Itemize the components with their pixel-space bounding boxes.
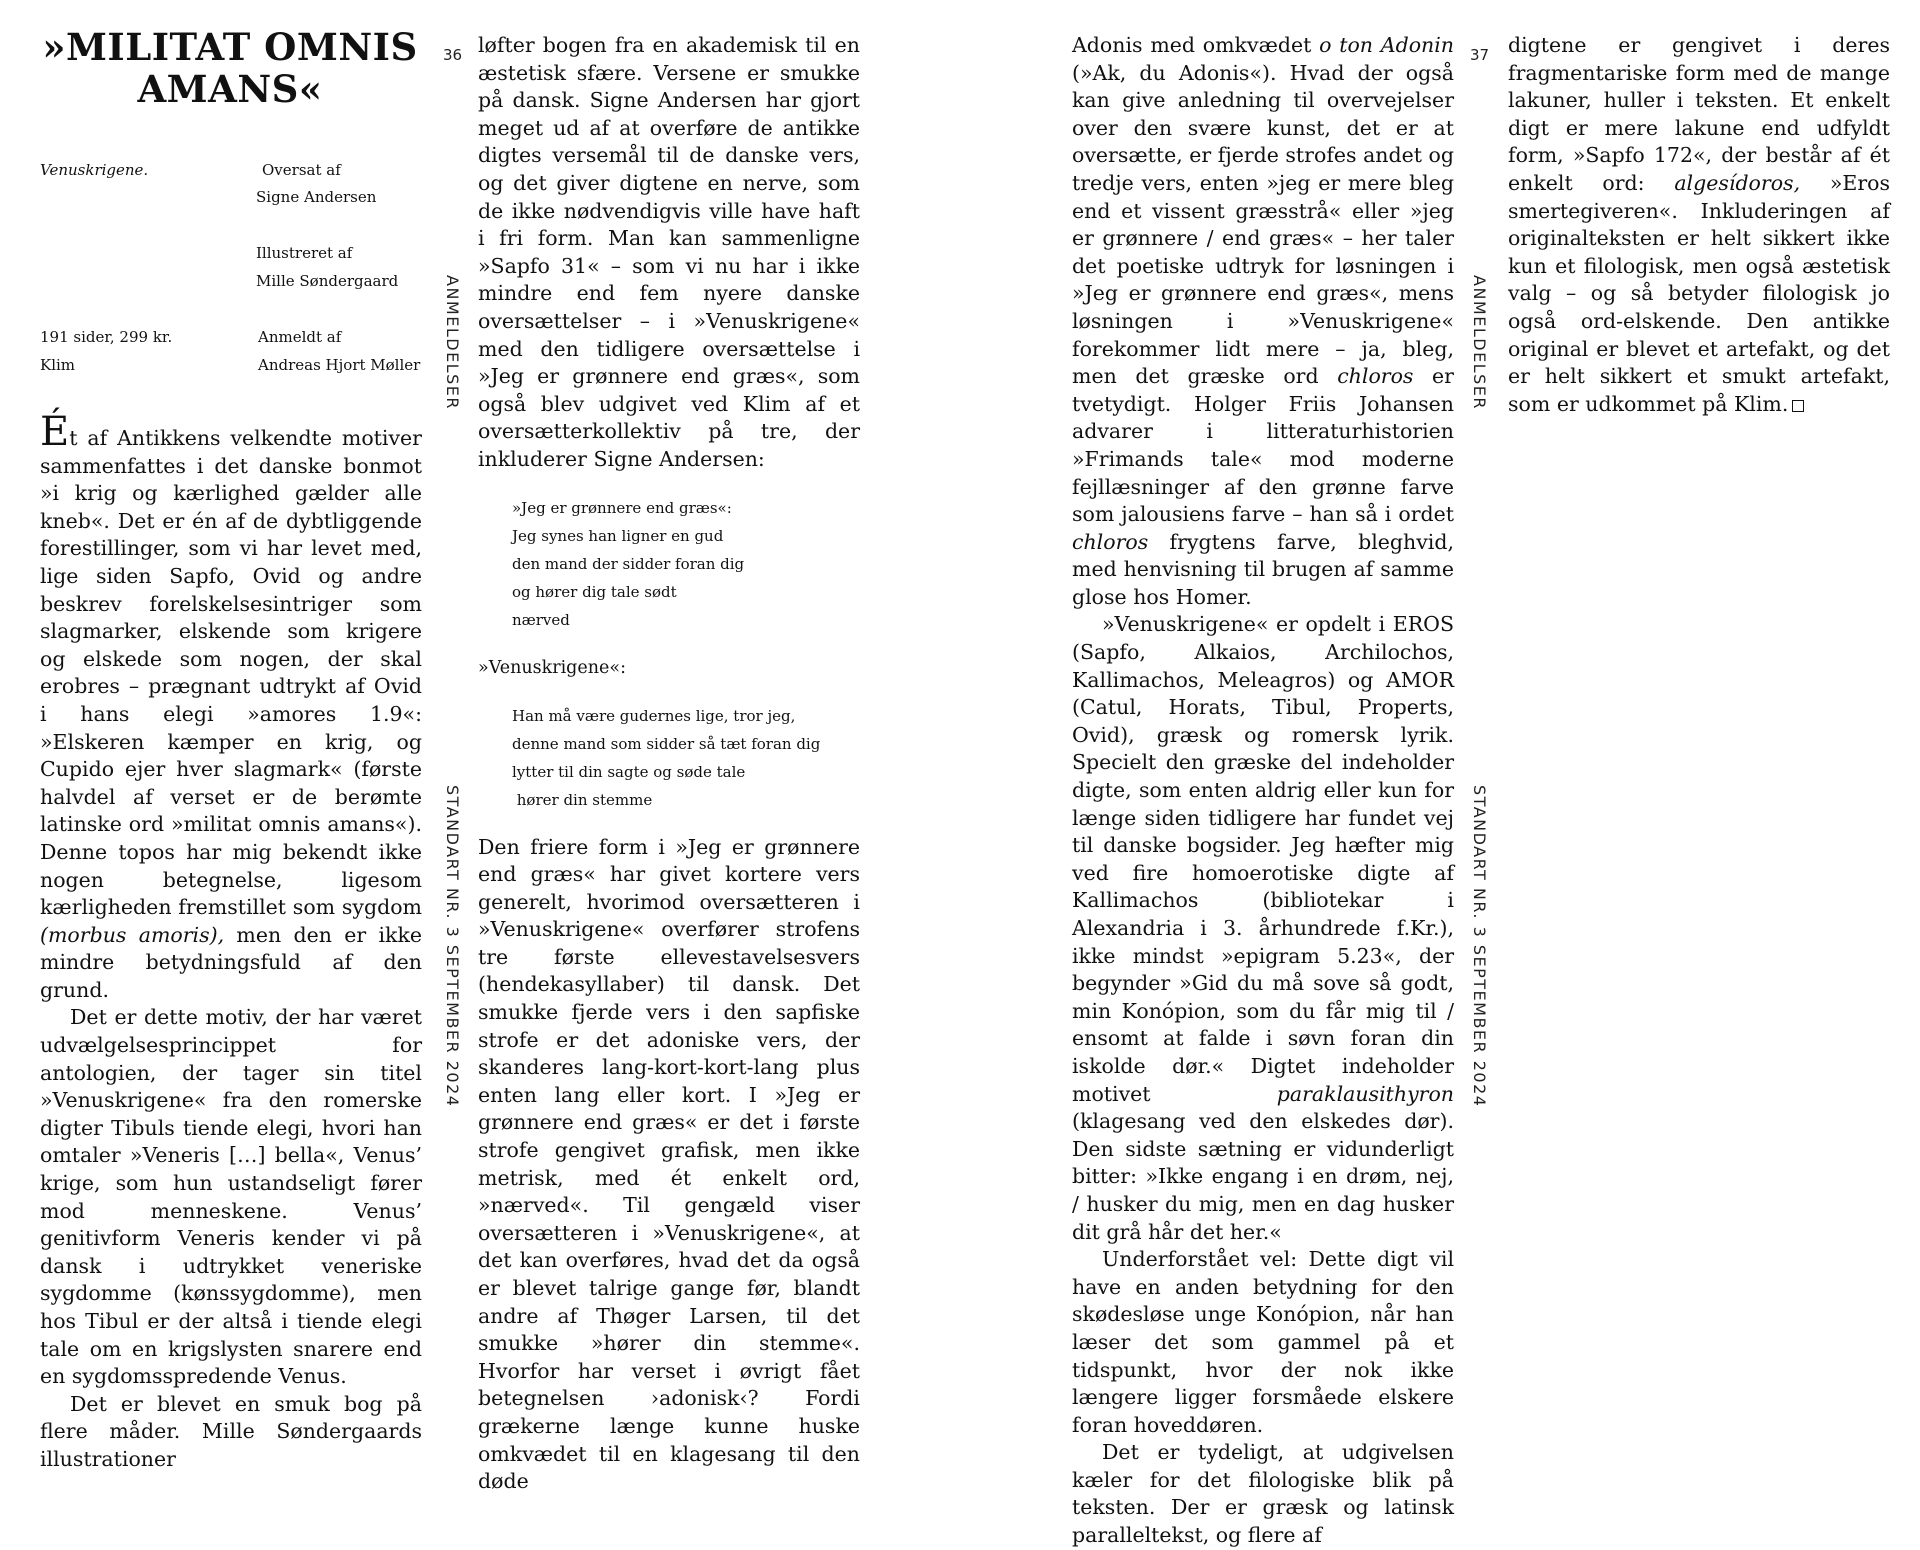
right-page <box>960 0 1920 1548</box>
publisher: Klim <box>40 356 76 374</box>
column-1 <box>40 409 422 1474</box>
paragraph: digtene er gengivet i deres fragmentariske form med de mange lakuner, huller i teksten. Et enkelt digt er mere lakune end udfyldt form, »Sapfo 172«, der består af ét enkelt ord: algesídoros, »Eros smertegiveren«. Inkluderingen af originalteksten er helt sikkert ikke kun et filologisk, men også æstetisk valg – og så betyder filologisk jo også ord-elskende. Den antikke original er blevet et artefakt, og det er helt sikkert et smukt artefakt, som er udkommet på Klim. <box>1508 33 1890 416</box>
poem-line: den mand der sidder foran dig <box>512 554 745 573</box>
poem-line: Jeg synes han ligner en gud <box>512 526 724 545</box>
column-2 <box>478 32 860 1496</box>
paragraph: Det er blevet en smuk bog på flere måder. Mille Søndergaards illustrationer <box>40 1391 422 1471</box>
poem-line: lytter til din sagte og søde tale <box>512 762 746 781</box>
book-title: Venuskrigene. <box>40 161 149 179</box>
poem-excerpt-2 <box>478 702 860 814</box>
paragraph: Adonis med omkvædet o ton Adonin (»Ak, du Adonis«). Hvad der også kan give anledning til overvejelser over den svære kunst, det er at oversætte, er fjerde strofes andet og tredje vers, enten »jeg er mere bleg end et vissent græsstrå« eller »jeg er grønnere / end græs« – her taler det poetiske udtryk for løsningen i »Jeg er grønnere end græs«, mens løsningen i »Venuskrigene« forekommer lidt mere – ja, bleg, men det græske ord chloros er tvetydigt. Holger Friis Johansen advarer i litteraturhistorien »Frimands tale« mod moderne fejllæsninger af den grønne farve som jalousiens farve – han så i ordet chloros frygtens farve, bleghvid, med henvisning til brugen af samme glose hos Homer. <box>1072 33 1455 609</box>
illustrator: Mille Søndergaard <box>256 272 399 290</box>
column-4 <box>1508 32 1890 418</box>
column-3 <box>1072 32 1454 1550</box>
paragraph: Den friere form i »Jeg er grønnere end græs« har givet kortere vers generelt, hvorimod oversætteren i »Venuskrigene« overfører strofens tre første ellevestavelsesvers (hendekasyllaber) til dansk. Det smukke fjerde vers i den sapfiske strofe er det adoniske vers, der skanderes lang-kort-kort-lang plus enten lang eller kort. I »Jeg er grønnere end græs« er det i første strofe gengivet grafisk, men ikke metrisk, med ét enkelt ord, »nærved«. Til gengæld viser oversætteren i »Venuskrigene«, at det kan overføres, hvad det da også er blevet talrige gange før, blandt andre af Thøger Larsen, til det smukke »hører din stemme«. Hvorfor har verset i øvrigt fået betegnelsen ›adonisk‹? Fordi grækerne længe kunne huske omkvædet til en klagesang til den døde <box>478 834 860 1494</box>
poem-line: nærved <box>512 610 570 629</box>
page-number: 37 <box>1470 46 1490 64</box>
paragraph: Det er tydeligt, at udgivelsen kæler for det filologiske blik på teksten. Der er græsk og latinsk paralleltekst, og flere af <box>1072 1440 1454 1548</box>
section-label: ANMELDELSER <box>443 275 462 410</box>
reviewed-label: Anmeldt af <box>258 328 342 346</box>
translated-label: Oversat af <box>262 161 341 179</box>
left-page <box>0 0 960 1494</box>
illustrated-label: Illustreret af <box>256 244 353 262</box>
section-label: ANMELDELSER <box>1470 275 1489 410</box>
poem-line: Han må være gudernes lige, tror jeg, <box>512 706 796 725</box>
poem-excerpt-1 <box>478 494 860 634</box>
article-title: »MILITAT OMNIS AMANS« <box>42 25 418 111</box>
reviewer: Andreas Hjort Møller <box>258 356 421 374</box>
end-of-article-mark <box>1792 400 1804 412</box>
pages-price: 191 sider, 299 kr. <box>40 328 173 346</box>
poem-line: denne mand som sidder så tæt foran dig <box>512 734 821 753</box>
poem-heading: »Venuskrigene«: <box>478 657 626 678</box>
translator: Signe Andersen <box>256 188 377 206</box>
poem-line: og hører dig tale sødt <box>512 582 677 601</box>
paragraph: Ét af Antikkens velkendte motiver sammenfattes i det danske bonmot »i krig og kærlighed gælder alle kneb«. Det er én af de dybtliggende forestillinger, som vi har levet med, lige siden Sapfo, Ovid og andre beskrev forelskelsesintriger som slagmarker, elskende som krigere og elskede som nogen, der skal erobres – prægnant udtrykt af Ovid i hans elegi »amores 1.9«: »Elskeren kæmper en krig, og Cupido ejer hver slagmark« (første halvdel af verset er de berømte latinske ord »militat omnis amans«). Denne topos har mig bekendt ikke nogen betegnelse, ligesom kærligheden fremstillet som sygdom (morbus amoris), men den er ikke mindre betydningsfuld af den grund. <box>40 409 422 1002</box>
paragraph: »Venuskrigene« er opdelt i EROS (Sapfo, Alkaios, Archilochos, Kallimachos, Meleagros) og AMOR (Catul, Horats, Tibul, Properts, Ovid), græsk og romersk lyrik. Specielt den græske del indeholder digte, som enten aldrig eller kun for længe siden tidligere har fundet vej til danske bogsider. Jeg hæfter mig ved fire homoerotiske digte af Kallimachos (bibliotekar i Alexandria i 3. århundrede f.Kr.), ikke mindst »epigram 5.23«, der begynder »Gid du må sove så godt, min Konópion, som du får mig til / ensomt at falde i søvn foran din iskolde dør.« Digtet indeholder motivet paraklausithyron (klagesang ved den elskedes dør). Den sidste sætning er vidunderligt bitter: »Ikke engang i en drøm, nej, / husker du mig, men en dag husker dit grå hår det her.« <box>1072 612 1454 1244</box>
poem-line: hører din stemme <box>512 790 653 809</box>
paragraph: Underforstået vel: Dette digt vil have en anden betydning for den skødesløse unge Konópion, når han læser det som gammel på et tidspunkt, hvor der nok ikke længere ligger forsmåede elskere foran hoveddøren. <box>1072 1247 1454 1437</box>
paragraph: løfter bogen fra en akademisk til en æstetisk sfære. Versene er smukke på dansk. Signe Andersen har gjort meget ud af at overføre de antikke digtes versemål til de danske vers, og det giver digtene en nerve, som de ikke nødvendigvis ville have haft i fri form. Man kan sammenligne »Sapfo 31« – som vi nu har i ikke mindre end fem nyere danske oversættelser – i »Venuskrigene« med den tidligere oversættelse i »Jeg er grønnere end græs«, som også blev udgivet ved Klim af et oversætterkollektiv på tre, der inkluderer Signe Andersen: <box>478 33 860 471</box>
poem-line: »Jeg er grønnere end græs«: <box>512 498 732 517</box>
issue-label: STANDART NR. 3 SEPTEMBER 2024 <box>1470 785 1489 1108</box>
page-number: 36 <box>443 46 463 64</box>
paragraph: Det er dette motiv, der har været udvælgelsesprincippet for antologien, der tager sin titel »Venuskrigene« fra den romerske digter Tibuls tiende elegi, hvori han omtaler »Veneris […] bella«, Venus’ krige, som hun ustandseligt fører mod menneskene. Venus’ genitivform Veneris kender vi på dansk i udtrykket veneriske sygdomme (kønssygdomme), men hos Tibul er der altså i tiende elegi tale om en krigslysten snarere end en sygdomsspredende Venus. <box>40 1005 422 1389</box>
issue-label: STANDART NR. 3 SEPTEMBER 2024 <box>443 785 462 1108</box>
